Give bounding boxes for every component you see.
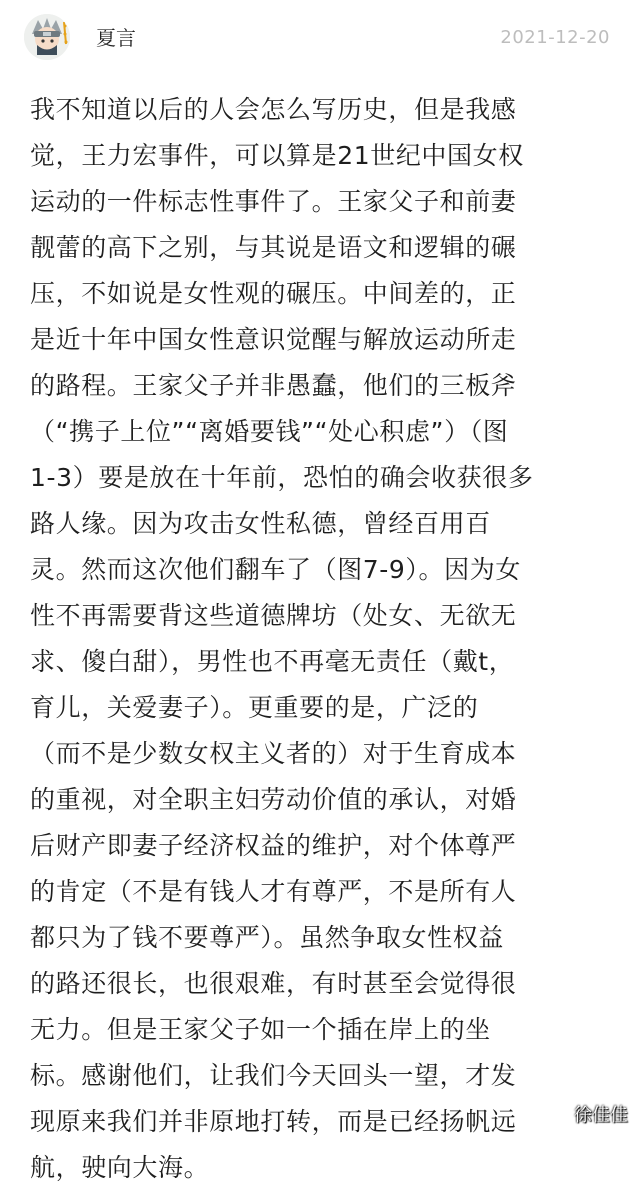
- body-line: 育儿，关爱妻子）。更重要的是，广泛的: [30, 693, 479, 722]
- body-line: 都只为了钱不要尊严）。虽然争取女性权益: [30, 923, 504, 952]
- avatar[interactable]: [24, 14, 70, 60]
- post-header: [0, 0, 640, 78]
- post-date: 2021-12-20: [500, 27, 610, 48]
- body-line: 1-3）要是放在十年前，恐怕的确会收获很多: [30, 463, 534, 492]
- body-line: 航，驶向大海。: [30, 1153, 210, 1182]
- body-line: 是近十年中国女性意识觉醒与解放运动所走: [30, 325, 517, 354]
- watermark: 徐佳佳: [574, 1105, 628, 1126]
- body-line: 的路程。王家父子并非愚蠢，他们的三板斧: [30, 371, 517, 400]
- body-line: （“携子上位”“离婚要钱”“处心积虑”）（图: [30, 417, 509, 446]
- anime-character-avatar-icon: [24, 14, 70, 60]
- body-line: 觉，王力宏事件，可以算是21世纪中国女权: [30, 141, 524, 170]
- post-body: [30, 87, 614, 1191]
- body-line: 的肯定（不是有钱人才有尊严，不是所有人: [30, 877, 517, 906]
- body-line: 性不再需要背这些道德牌坊（处女、无欲无: [30, 601, 517, 630]
- body-line: 标。感谢他们，让我们今天回头一望，才发: [30, 1061, 517, 1090]
- body-line: 灵。然而这次他们翻车了（图7-9）。因为女: [30, 555, 521, 584]
- body-line: 现原来我们并非原地打转，而是已经扬帆远: [30, 1107, 517, 1136]
- body-line: 的重视，对全职主妇劳动价值的承认，对婚: [30, 785, 517, 814]
- body-line: 靓蕾的高下之别，与其说是语文和逻辑的碾: [30, 233, 517, 262]
- body-line: 求、傻白甜），男性也不再毫无责任（戴t，: [30, 647, 515, 676]
- body-line: 的路还很长，也很艰难，有时甚至会觉得很: [30, 969, 517, 998]
- body-line: 后财产即妻子经济权益的维护，对个体尊严: [30, 831, 517, 860]
- body-line: 运动的一件标志性事件了。王家父子和前妻: [30, 187, 517, 216]
- username[interactable]: 夏言: [96, 26, 136, 50]
- body-line: （而不是少数女权主义者的）对于生育成本: [30, 739, 517, 768]
- body-line: 压，不如说是女性观的碾压。中间差的，正: [30, 279, 517, 308]
- body-line: 路人缘。因为攻击女性私德，曾经百用百: [30, 509, 491, 538]
- body-line: 我不知道以后的人会怎么写历史，但是我感: [30, 95, 517, 124]
- body-line: 无力。但是王家父子如一个插在岸上的坐: [30, 1015, 491, 1044]
